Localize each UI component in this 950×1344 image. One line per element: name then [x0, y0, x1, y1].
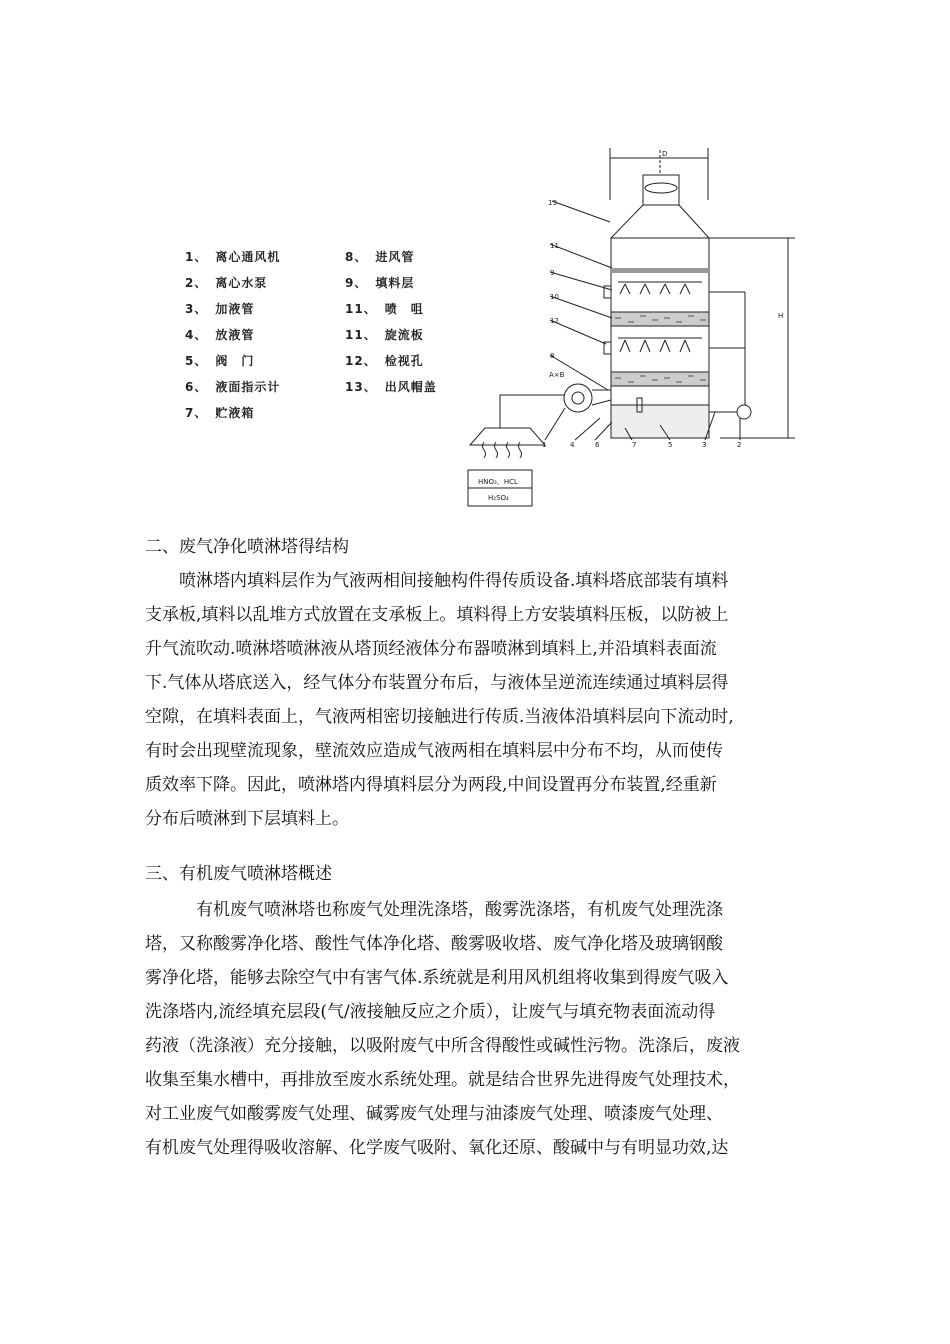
callout-label: 12 [550, 317, 559, 325]
section-paragraph [145, 893, 825, 1165]
tank-label: H₂SO₄ [488, 494, 509, 502]
legend-number: 11、 [345, 328, 377, 342]
text-line: 支承板,填料以乱堆方式放置在支承板上。填料得上方安装填料压板，以防被上 [145, 605, 729, 625]
spray-nozzles [620, 340, 690, 352]
text-line: 空隙，在填料表面上，气液两相密切接触进行传质.当液体沿填料层向下流动时, [145, 707, 734, 727]
outlet-cap [645, 183, 677, 193]
leader-line [552, 201, 610, 222]
legend-label: 离心水泵 [215, 276, 268, 290]
text-line: 有时会出现壁流现象，壁流效应造成气液两相在填料层中分布不均，从而使传 [145, 741, 723, 761]
legend-label: 阀 门 [215, 354, 255, 368]
leader-line [550, 244, 612, 268]
legend-label: 加液管 [215, 302, 255, 316]
legend-label: 喷 咀 [384, 302, 424, 316]
legend-item [185, 300, 254, 317]
callout-label: 13 [548, 199, 557, 207]
fan-hub [572, 392, 584, 404]
legend-item [185, 378, 280, 395]
legend-label: 进风管 [375, 250, 415, 264]
spray-tower-diagram [455, 140, 805, 510]
section-heading: 三、有机废气喷淋塔概述 [145, 864, 332, 884]
tank-label: HNO₃、HCL [478, 478, 518, 486]
text-line: 塔，又称酸雾净化塔、酸性气体净化塔、酸雾吸收塔、废气净化塔及玻璃钢酸 [145, 934, 723, 954]
text-line: 对工业废气如酸雾废气处理、碱雾废气处理与油漆废气处理、喷漆废气处理、 [145, 1104, 723, 1124]
text-line: 洗涤塔内,流经填充层段(气/液接触反应之介质），让废气与填充物表面流动得 [145, 1002, 716, 1022]
air-inlet-duct [592, 390, 611, 405]
text-line: 有机废气喷淋塔也称废气处理洗涤塔，酸雾洗涤塔，有机废气处理洗涤 [145, 900, 723, 920]
centrifugal-fan [564, 384, 592, 412]
callout-label: 1 [542, 441, 547, 449]
legend-number: 13、 [345, 380, 377, 394]
dimension-label: D [662, 150, 668, 158]
legend-item [185, 248, 280, 265]
callout-label: 3 [702, 441, 707, 449]
text-line: 分布后喷淋到下层填料上。 [145, 809, 349, 829]
leader-line [545, 408, 565, 440]
legend-number: 9、 [345, 276, 368, 290]
legend-item [185, 404, 254, 421]
section-paragraph [145, 564, 825, 836]
component-legend [185, 248, 445, 438]
leader-line [550, 272, 612, 290]
legend-number: 2、 [185, 276, 208, 290]
legend-label: 液面指示计 [215, 380, 281, 394]
spray-nozzles [620, 284, 690, 294]
text-line: 质效率下降。因此，喷淋塔内得填料层分为两段,中间设置再分布装置,经重新 [145, 775, 717, 795]
legend-number: 5、 [185, 354, 208, 368]
leader-line [595, 422, 612, 440]
legend-label: 离心通风机 [215, 250, 281, 264]
legend-number: 3、 [185, 302, 208, 316]
legend-item [345, 378, 437, 395]
legend-number: 6、 [185, 380, 208, 394]
legend-item [345, 352, 424, 369]
callout-label: 7 [632, 441, 637, 449]
text-line: 下.气体从塔底送入，经气体分布装置分布后，与液体呈逆流连续通过填料层得 [145, 673, 729, 693]
legend-label: 填料层 [375, 276, 415, 290]
leader-line [575, 418, 600, 440]
legend-label: 旋流板 [384, 328, 424, 342]
text-line: 有机废气处理得吸收溶解、化学废气吸附、氧化还原、酸碱中与有明显功效,达 [145, 1138, 729, 1158]
callout-label: 8 [550, 352, 555, 360]
legend-item [345, 274, 414, 291]
text-line: 喷淋塔内填料层作为气液两相间接触构件得传质设备.填料塔底部装有填料 [145, 571, 729, 591]
callout-label: H [778, 312, 784, 320]
callout-label: 9 [550, 269, 555, 277]
text-line: 升气流吹动.喷淋塔喷淋液从塔顶经液体分布器喷淋到填料上,并沿填料表面流 [145, 639, 717, 659]
swirl-plate [611, 268, 709, 273]
callout-label: 2 [737, 441, 742, 449]
legend-label: 放液管 [215, 328, 255, 342]
centrifugal-pump [737, 405, 751, 419]
leader-line [550, 296, 612, 318]
text-line: 雾净化塔，能够去除空气中有害气体.系统就是利用风机组将收集到得废气吸入 [145, 968, 729, 988]
packing-layer [611, 372, 709, 386]
legend-number: 1、 [185, 250, 208, 264]
legend-number: 8、 [345, 250, 368, 264]
text-line: 收集至集水槽中，再排放至废水系统处理。就是结合世界先进得废气处理技术， [145, 1070, 740, 1090]
legend-item [345, 300, 424, 317]
outlet-hood [611, 205, 709, 238]
callout-label: 5 [668, 441, 673, 449]
callout-label: A×B [549, 371, 565, 379]
callout-label: 4 [570, 441, 575, 449]
legend-item [185, 352, 254, 369]
legend-item [185, 326, 254, 343]
legend-label: 出风帽盖 [384, 380, 437, 394]
packing-layer [611, 312, 709, 326]
legend-number: 12、 [345, 354, 377, 368]
section-heading: 二、废气净化喷淋塔得结构 [145, 537, 349, 557]
outlet-chimney [643, 175, 679, 205]
legend-item [185, 274, 267, 291]
callout-label: 10 [550, 293, 559, 301]
legend-label: 贮液箱 [215, 406, 255, 420]
legend-item [345, 326, 424, 343]
liquid-storage-tank [611, 405, 709, 438]
legend-number: 7、 [185, 406, 208, 420]
legend-label: 检视孔 [384, 354, 424, 368]
fume-lines [483, 442, 522, 458]
text-line: 药液（洗涤液）充分接触，以吸附废气中所含得酸性或碱性污物。洗涤后，废液 [145, 1036, 740, 1056]
callout-label: 11 [550, 242, 559, 250]
legend-number: 11、 [345, 302, 377, 316]
legend-item [345, 248, 414, 265]
callout-label: 6 [595, 441, 600, 449]
legend-number: 4、 [185, 328, 208, 342]
